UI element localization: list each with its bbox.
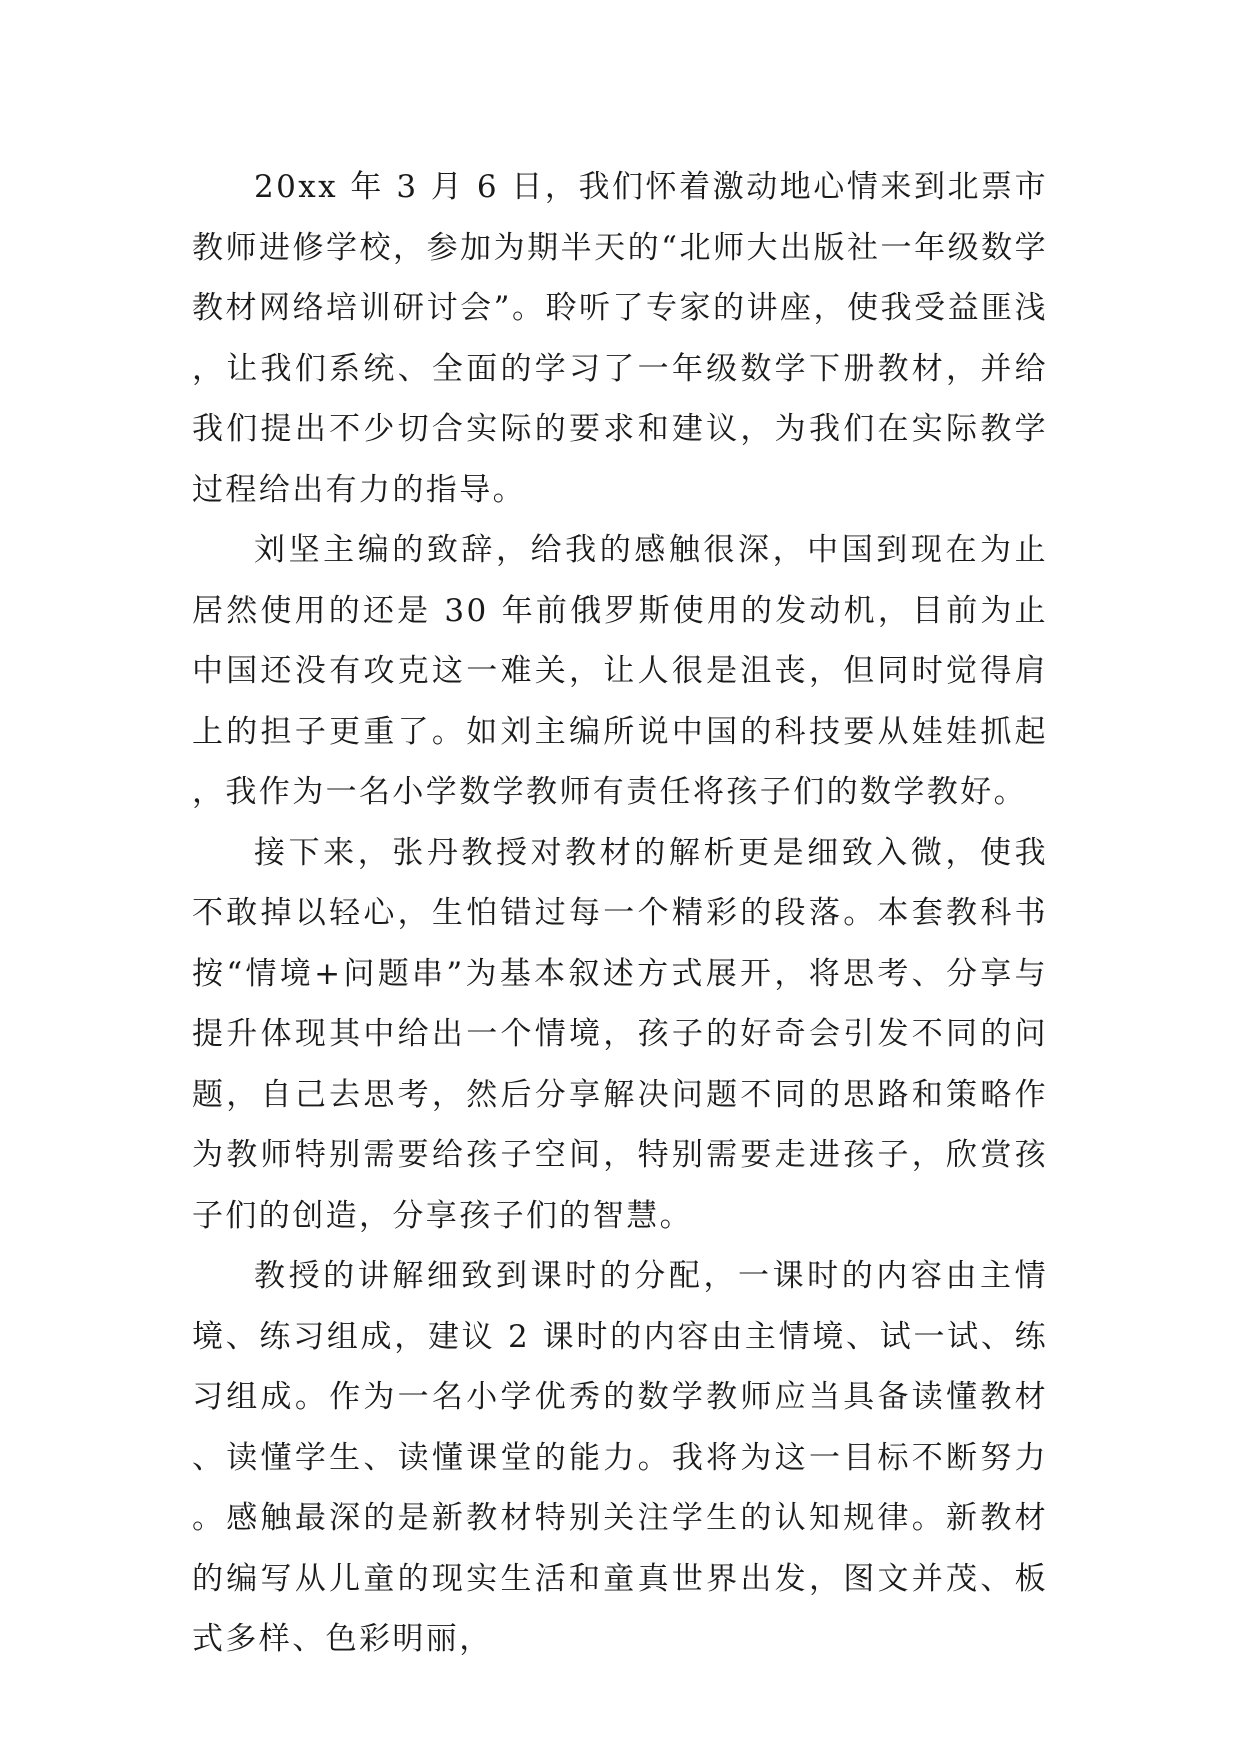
document-body (192, 157, 1048, 1670)
paragraph-2: 刘坚主编的致辞，给我的感触很深，中国到现在为止居然使用的还是 30 年前俄罗斯使用的发动机，目前为止中国还没有攻克这一难关，让人很是沮丧，但同时觉得肩上的担子更重了。如刘主编所说中国的科技要从娃娃抓起，我作为一名小学数学教师有责任将孩子们的数学教好。 (192, 532, 1048, 810)
paragraph-3: 接下来，张丹教授对教材的解析更是细致入微，使我不敢掉以轻心，生怕错过每一个精彩的段落。本套教科书按“情境+问题串”为基本叙述方式展开，将思考、分享与提升体现其中给出一个情境，孩子的好奇会引发不同的问题，自己去思考，然后分享解决问题不同的思路和策略作为教师特别需要给孩子空间，特别需要走进孩子，欣赏孩子们的创造，分享孩子们的智慧。 (192, 834, 1048, 1234)
paragraph-4: 教授的讲解细致到课时的分配，一课时的内容由主情境、练习组成，建议 2 课时的内容由主情境、试一试、练习组成。作为一名小学优秀的数学教师应当具备读懂教材、读懂学生、读懂课堂的能力。我将为这一目标不断努力。感触最深的是新教材特别关注学生的认知规律。新教材的编写从儿童的现实生活和童真世界出发，图文并茂、板式多样、色彩明丽， (192, 1258, 1048, 1657)
paragraph-1: 20xx 年 3 月 6 日，我们怀着激动地心情来到北票市教师进修学校，参加为期半天的“北师大出版社一年级数学教材网络培训研讨会”。聆听了专家的讲座，使我受益匪浅，让我们系统、全面的学习了一年级数学下册教材，并给我们提出不少切合实际的要求和建议，为我们在实际教学过程给出有力的指导。 (192, 169, 1048, 508)
